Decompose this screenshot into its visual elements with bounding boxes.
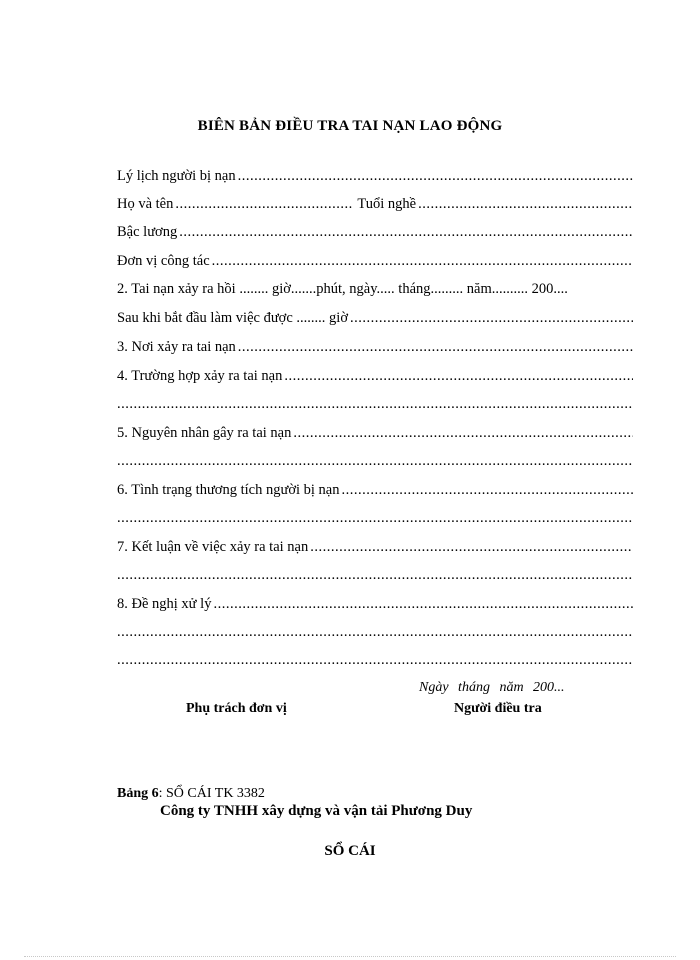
field-tinh-trang [117, 481, 633, 499]
field-don-vi [117, 252, 633, 270]
field-truong-hop-label: 4. Trường hợp xảy ra tai nạn [117, 368, 283, 384]
field-ly-lich [117, 167, 633, 185]
table-title: : SỔ CÁI TK 3382 [158, 786, 265, 801]
table-number: Bảng 6 [117, 786, 159, 801]
field-bac-luong [117, 223, 633, 241]
field-ho-ten [117, 195, 633, 213]
fill-line [175, 195, 353, 213]
field-bac-luong-label: Bậc lương [117, 224, 178, 240]
fill-line [117, 509, 633, 527]
table-caption [117, 786, 265, 802]
blank-line [117, 509, 633, 527]
blank-line [117, 452, 633, 470]
field-nguyen-nhan [117, 424, 633, 442]
field-ket-luan [117, 538, 633, 556]
form-title: BIÊN BẢN ĐIỀU TRA TAI NẠN LAO ĐỘNG [197, 118, 503, 134]
fill-line [212, 252, 633, 270]
fill-line [238, 338, 633, 356]
field-nguyen-nhan-label: 5. Nguyên nhân gây ra tai nạn [117, 425, 292, 441]
company-name: Công ty TNHH xây dựng và vận tải Phương Duy [160, 803, 473, 819]
signature-right-title: Người điều tra [454, 701, 542, 716]
field-ly-lich-label: Lý lịch người bị nạn [117, 168, 236, 184]
field-de-nghi-label: 8. Đề nghị xử lý [117, 596, 212, 612]
field-tuoi-nghe-label: Tuổi nghề [357, 196, 417, 212]
field-don-vi-label: Đơn vị công tác [117, 253, 210, 269]
blank-line [117, 623, 633, 641]
fill-line [117, 623, 633, 641]
fill-line [418, 195, 633, 213]
signature-left-title: Phụ trách đơn vị [186, 701, 287, 716]
fill-line [117, 452, 633, 470]
fill-line [213, 595, 633, 613]
blank-line [117, 566, 633, 584]
fill-line [350, 309, 633, 327]
fill-line [179, 223, 633, 241]
field-ho-ten-label: Họ và tên [117, 196, 174, 212]
field-sau-khi [117, 309, 633, 327]
field-noi-xay-ra [117, 338, 633, 356]
fill-line [238, 167, 633, 185]
fill-line [117, 395, 633, 413]
field-thoi-gian [117, 280, 633, 298]
blank-line [117, 651, 633, 669]
page-edge-divider [24, 956, 676, 957]
signing-date: Ngày tháng năm 200... [419, 680, 565, 695]
field-noi-xay-ra-label: 3. Nơi xảy ra tai nạn [117, 339, 236, 355]
fill-line [284, 367, 633, 385]
fill-line [341, 481, 633, 499]
field-thoi-gian-label: 2. Tai nạn xảy ra hồi ........ giờ.......phút, ngày..... tháng......... năm.......... 200.... [117, 281, 568, 297]
blank-line [117, 395, 633, 413]
fill-line [117, 651, 633, 669]
field-de-nghi [117, 595, 633, 613]
field-sau-khi-label: Sau khi bắt đầu làm việc được ........ giờ [117, 310, 348, 326]
field-tinh-trang-label: 6. Tình trạng thương tích người bị nạn [117, 482, 340, 498]
fill-line [117, 566, 633, 584]
ledger-heading: SỔ CÁI [324, 843, 376, 859]
field-truong-hop [117, 367, 633, 385]
fill-line [293, 424, 633, 442]
fill-line [310, 538, 633, 556]
field-ket-luan-label: 7. Kết luận về việc xảy ra tai nạn [117, 539, 309, 555]
